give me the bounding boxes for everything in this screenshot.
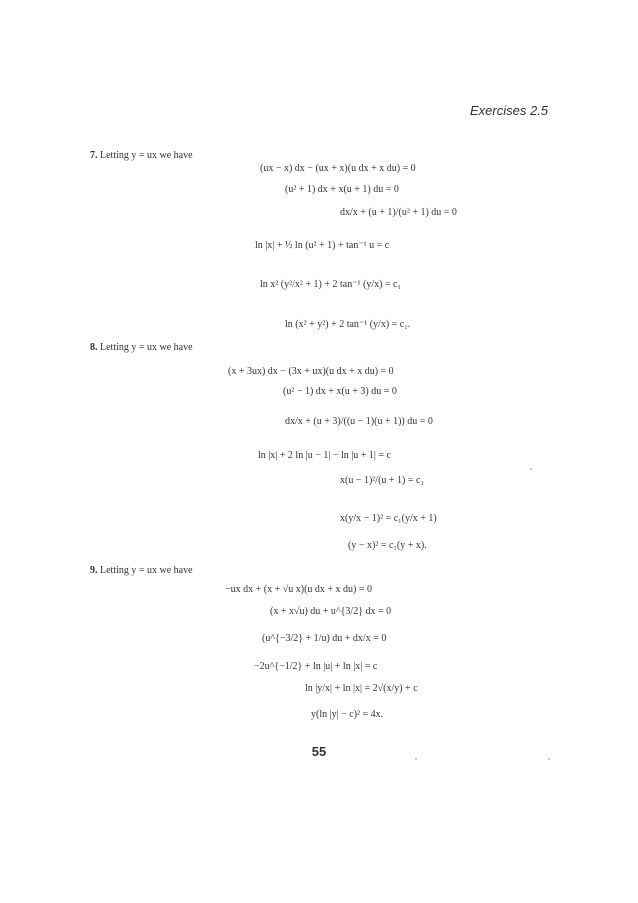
equation-8-2: (u² − 1) dx + x(u + 3) du = 0 (283, 386, 397, 397)
exercise-number: 9. (90, 565, 98, 576)
equation-8-6: x(y/x − 1)² = c₁(y/x + 1) (340, 513, 437, 524)
equation-8-3: dx/x + (u + 3)/((u − 1)(u + 1)) du = 0 (285, 416, 433, 427)
equation-8-1: (x + 3ux) dx − (3x + ux)(u dx + x du) = 0 (228, 366, 394, 377)
equation-8-5: x(u − 1)²/(u + 1) = c₁ (340, 475, 424, 486)
scan-speck (548, 758, 550, 760)
equation-7-4: ln |x| + ½ ln (u² + 1) + tan⁻¹ u = c (255, 240, 390, 251)
section-header: Exercises 2.5 (470, 103, 549, 118)
equation-9-2: (x + x√u) du + u^{3/2} dx = 0 (270, 606, 392, 617)
exercise-intro-text: Letting y = ux we have (100, 565, 193, 576)
scan-speck (415, 758, 417, 760)
exercise-7-intro (90, 150, 193, 161)
equation-7-2: (u² + 1) dx + x(u + 1) du = 0 (285, 184, 399, 195)
page-number: 55 (311, 744, 327, 759)
exercise-9-intro (90, 565, 193, 576)
exercise-number: 7. (90, 150, 98, 161)
equation-9-5: ln |y/x| + ln |x| = 2√(x/y) + c (305, 683, 418, 694)
exercise-8-intro (90, 342, 193, 353)
equation-9-6: y(ln |y| − c)² = 4x. (311, 709, 384, 720)
equation-9-4: −2u^{−1/2} + ln |u| + ln |x| = c (254, 661, 378, 672)
scan-speck (530, 468, 532, 470)
equation-7-5: ln x² (y²/x² + 1) + 2 tan⁻¹ (y/x) = c₁ (260, 279, 401, 290)
equation-9-3: (u^{−3/2} + 1/u) du + dx/x = 0 (262, 633, 387, 644)
equation-7-6: ln (x² + y²) + 2 tan⁻¹ (y/x) = c₁. (285, 319, 411, 330)
equation-8-7: (y − x)² = c₁(y + x). (348, 540, 427, 551)
exercise-number: 8. (90, 342, 98, 353)
equation-9-1: −ux dx + (x + √u x)(u dx + x du) = 0 (225, 584, 373, 595)
equation-8-4: ln |x| + 2 ln |u − 1| − ln |u + 1| = c (258, 450, 391, 461)
exercise-intro-text: Letting y = ux we have (100, 342, 193, 353)
equation-7-3: dx/x + (u + 1)/(u² + 1) du = 0 (340, 207, 457, 218)
equation-7-1: (ux − x) dx − (ux + x)(u dx + x du) = 0 (260, 163, 416, 174)
exercise-intro-text: Letting y = ux we have (100, 150, 193, 161)
